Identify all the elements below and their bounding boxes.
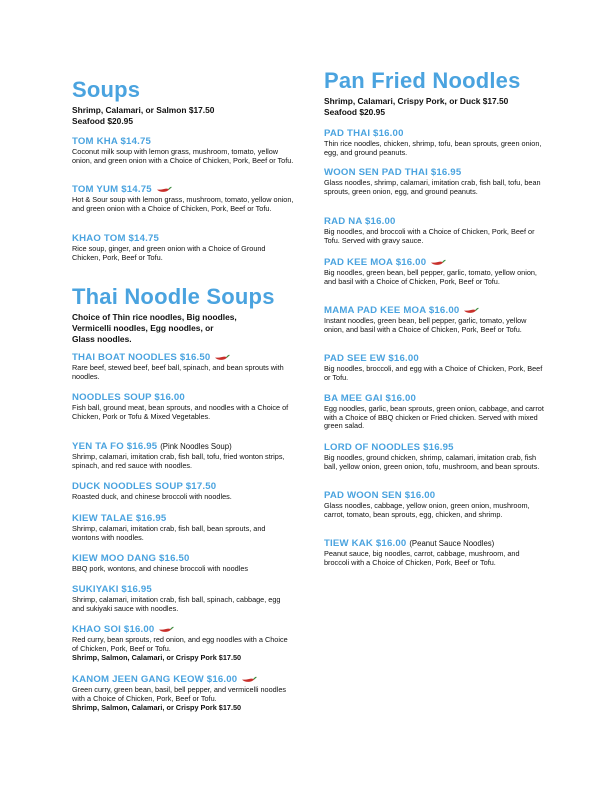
pan-fried-noodles-title: Pan Fried Noodles [324,68,521,93]
item-description: Red curry, bean sprouts, red onion, and egg noodles with a Choice of Chicken, Pork, Beef or Tofu. [72,635,288,653]
menu-item-duck-noodles-soup [72,481,294,502]
item-title: PAD WOON SEN $16.00 [324,490,436,501]
item-description: Shrimp, calamari, imitation crab, fish ball, spinach, cabbage, egg and sukiyaki sauce with noodles. [72,595,281,613]
chili-pepper-icon [241,676,257,683]
item-description: Thin rice noodles, chicken, shrimp, tofu, bean sprouts, green onion, egg, and ground peanuts. [324,139,542,157]
chili-pepper-icon [430,259,446,266]
menu-item-khao-soi [72,624,294,662]
item-description: Shrimp, calamari, imitation crab, fish ball, tofu, fried wonton strips, spinach, and red sauce with noodles. [72,452,285,470]
item-description: Big noodles, broccoli, and egg with a Choice of Chicken, Pork, Beef or Tofu. [324,364,543,382]
menu-item-rad-na [324,216,546,245]
item-title: LORD OF NOODLES $16.95 [324,442,454,453]
item-description: Big noodles, and broccoli with a Choice of Chicken, Pork, Beef or Tofu. Served with gravy sauce. [324,227,535,245]
item-title: RAD NA $16.00 [324,216,396,227]
item-title: KIEW TALAE $16.95 [72,513,167,524]
item-title: KANOM JEEN GANG KEOW $16.00 [72,674,294,686]
item-description: Green curry, green bean, basil, bell pepper, and vermicelli noodles with a Choice of Chicken, Pork, Beef or Tofu. [72,685,287,703]
chili-pepper-icon [156,186,172,193]
item-description: Rare beef, stewed beef, beef ball, spinach, and bean sprouts with noodles. [72,363,284,381]
item-title: PAD SEE EW $16.00 [324,353,419,364]
item-title: KHAO SOI $16.00 [72,624,294,636]
menu-item-yen-ta-fo [72,441,294,470]
soups-subtitle: Shrimp, Calamari, or Salmon $17.50 Seafood $20.95 [72,105,215,127]
menu-item-tom-yum [72,184,294,213]
soups-title: Soups [72,77,141,102]
item-description: Peanut sauce, big noodles, carrot, cabbage, mushroom, and broccoli with a Choice of Chicken, Pork, Beef or Tofu. [324,549,520,567]
item-description: Glass noodles, shrimp, calamari, imitation crab, fish ball, tofu, bean sprouts, green onion, egg, and ground peanuts. [324,178,541,196]
item-title: TIEW KAK $16.00 (Peanut Sauce Noodles) [324,538,495,549]
item-description: Rice soup, ginger, and green onion with a Choice of Ground Chicken, Pork, Beef or Tofu. [72,244,266,262]
item-description: Shrimp, calamari, imitation crab, fish ball, bean sprouts, and wontons with noodles. [72,524,266,542]
thai-noodle-soups-subtitle: Choice of Thin rice noodles, Big noodles, Vermicelli noodles, Egg noodles, or Glass noodles. [72,312,237,345]
item-description: BBQ pork, wontons, and chinese broccoli with noodles [72,564,249,573]
menu-item-pad-kee-moa [324,257,546,286]
item-description: Hot & Sour soup with lemon grass, mushroom, tomato, yellow onion, and green onion with a Choice of Chicken, Pork, Beef or Tofu. [72,195,294,213]
menu-item-kiew-talae [72,513,294,542]
menu-item-tom-kha [72,136,294,165]
item-description: Glass noodles, cabbage, yellow onion, green onion, mushroom, carrot, tomato, bean sprouts, egg, chicken, and shrimp. [324,501,530,519]
item-title: BA MEE GAI $16.00 [324,393,417,404]
item-title: SUKIYAKI $16.95 [72,584,152,595]
item-title: WOON SEN PAD THAI $16.95 [324,167,462,178]
chili-pepper-icon [158,626,174,633]
item-description: Instant noodles, green bean, bell pepper, garlic, tomato, yellow onion, and basil with a Choice of Chicken, Pork, Beef or Tofu. [324,316,527,334]
menu-item-khao-tom [72,233,294,262]
item-extra-price: Shrimp, Salmon, Calamari, or Crispy Pork $17.50 [72,703,242,713]
item-note: (Pink Noodles Soup) [160,442,232,451]
item-title: THAI BOAT NOODLES $16.50 [72,352,294,364]
pan-fried-noodles-section [324,69,546,118]
item-description: Big noodles, green bean, bell pepper, garlic, tomato, yellow onion, and basil with a Choice of Chicken, Pork, Beef or Tofu. [324,268,537,286]
item-title: TOM KHA $14.75 [72,136,152,147]
item-extra-price: Shrimp, Salmon, Calamari, or Crispy Pork $17.50 [72,653,242,663]
item-description: Fish ball, ground meat, bean sprouts, and noodles with a Choice of Chicken, Pork or Tofu & Mixed Vegetables. [72,403,289,421]
item-description: Egg noodles, garlic, bean sprouts, green onion, cabbage, and carrot with a Choice of BBQ chicken or Fried chicken. Served with mixed green salad. [324,404,544,431]
menu-item-noodles-soup [72,392,294,421]
menu-item-kanom-jeen-gang-keow [72,674,294,712]
item-title: MAMA PAD KEE MOA $16.00 [324,305,546,317]
menu-item-mama-pad-kee-moa [324,305,546,334]
chili-pepper-icon [463,307,479,314]
item-description: Big noodles, ground chicken, shrimp, calamari, imitation crab, fish ball, yellow onion, green onion, tofu, mushroom, and bean sprouts. [324,453,540,471]
item-title: NOODLES SOUP $16.00 [72,392,185,403]
menu-item-pad-thai [324,128,546,157]
menu-item-woon-sen-pad-thai [324,167,546,196]
item-title: YEN TA FO $16.95 (Pink Noodles Soup) [72,441,232,452]
menu-item-pad-see-ew [324,353,546,382]
menu-item-tiew-kak [324,538,546,567]
thai-noodle-soups-section [72,285,294,346]
menu-item-lord-of-noodles [324,442,546,471]
thai-noodle-soups-title: Thai Noodle Soups [72,284,275,309]
item-description: Roasted duck, and chinese broccoli with noodles. [72,492,232,501]
item-title: KIEW MOO DANG $16.50 [72,553,190,564]
soups-section [72,78,294,127]
item-title: TOM YUM $14.75 [72,184,294,196]
menu-item-thai-boat-noodles [72,352,294,381]
menu-item-ba-mee-gai [324,393,546,431]
chili-pepper-icon [214,354,230,361]
item-description: Coconut milk soup with lemon grass, mushroom, tomato, yellow onion, and green onion with a Choice of Chicken, Pork, Beef or Tofu. [72,147,294,165]
item-title: PAD THAI $16.00 [324,128,404,139]
item-title: PAD KEE MOA $16.00 [324,257,546,269]
menu-item-kiew-moo-dang [72,553,294,574]
item-title: DUCK NOODLES SOUP $17.50 [72,481,217,492]
menu-item-pad-woon-sen [324,490,546,519]
pan-fried-noodles-subtitle: Shrimp, Calamari, Crispy Pork, or Duck $17.50 Seafood $20.95 [324,96,509,118]
item-title: KHAO TOM $14.75 [72,233,160,244]
menu-item-sukiyaki [72,584,294,613]
item-note: (Peanut Sauce Noodles) [409,539,495,548]
